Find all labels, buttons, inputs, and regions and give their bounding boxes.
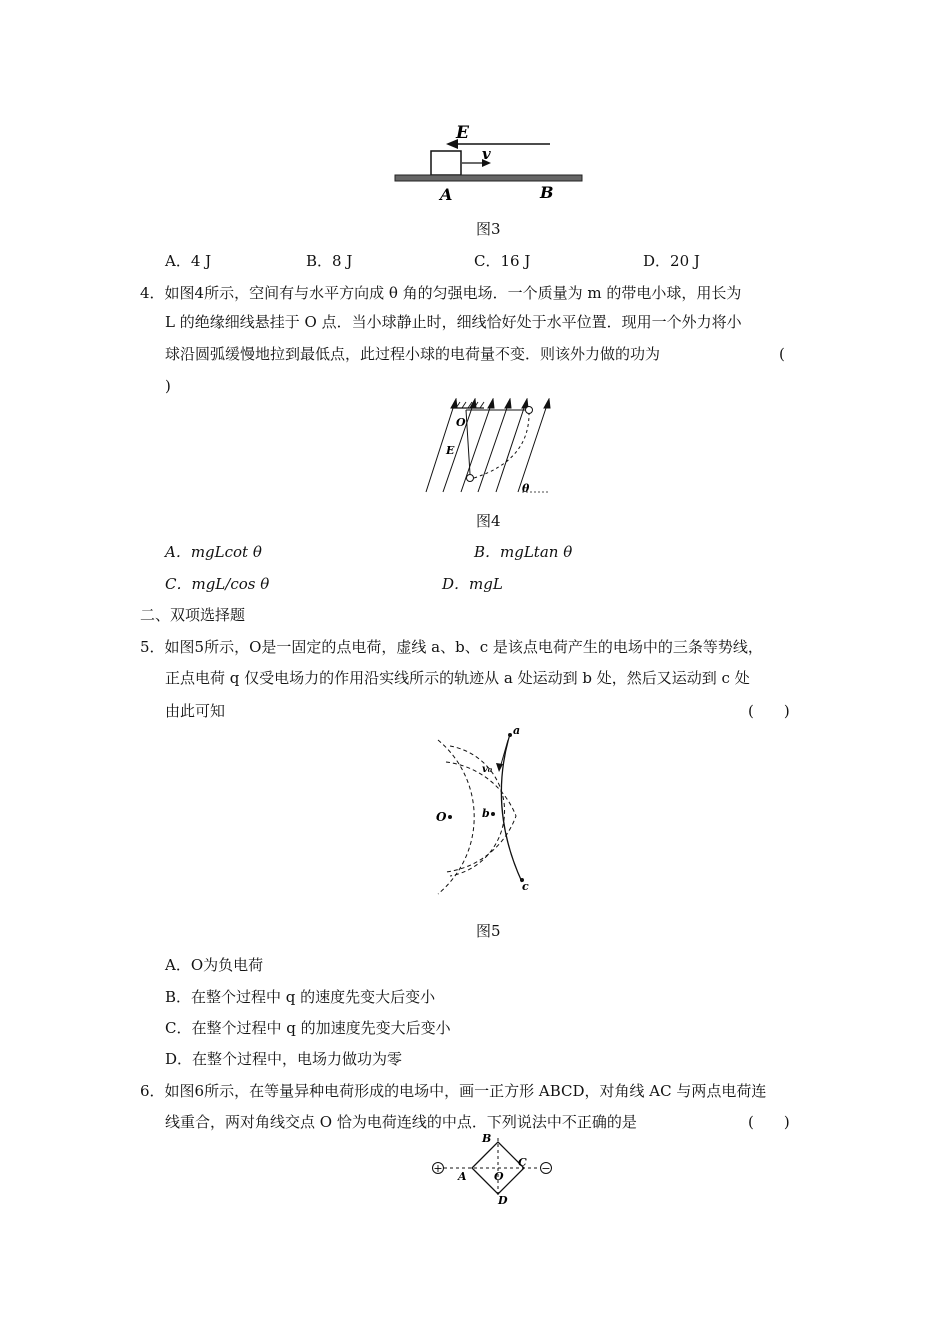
q3-option-d: D．20 J (643, 252, 700, 270)
dashed-arc (474, 412, 529, 478)
label-C: C (518, 1156, 527, 1169)
label-a: a (513, 724, 521, 737)
figure-6-diagram (428, 1130, 558, 1210)
q3-option-a: A．4 J (165, 252, 212, 270)
point-a (508, 733, 512, 737)
q4-option-b: B．mgLtan θ (474, 543, 573, 561)
block (431, 151, 461, 175)
q4-paren-open: ( (779, 345, 785, 363)
label-E: E (446, 444, 455, 457)
q4-option-c: C．mgL/cos θ (165, 575, 270, 593)
positive-sign: + (433, 1162, 443, 1175)
point-b (491, 812, 495, 816)
q6-line-1: 6．如图6所示，在等量异种电荷形成的电场中，画一正方形 ABCD，对角线 AC 与两点电荷连 (140, 1082, 767, 1100)
label-D: D (498, 1194, 508, 1207)
label-theta: θ (522, 482, 530, 495)
q5-answer-paren: ( ) (748, 702, 790, 720)
figure-5-caption: 图5 (476, 922, 501, 940)
q5-line-1: 5．如图5所示，O是一固定的点电荷，虚线 a、b、c 是该点电荷产生的电场中的三条等势线， (140, 638, 763, 656)
label-O: O (456, 416, 466, 429)
figure-3-caption: 图3 (476, 220, 501, 238)
q5-option-a: A．O为负电荷 (165, 956, 264, 974)
label-c: c (522, 880, 529, 893)
label-A: A (440, 185, 453, 204)
q4-paren-close: ) (165, 377, 171, 395)
label-A: A (458, 1170, 467, 1183)
q4-option-a: A．mgLcot θ (165, 543, 262, 561)
q6-answer-paren: ( ) (748, 1113, 790, 1131)
figure-4-caption: 图4 (476, 512, 501, 530)
label-O: O (494, 1170, 504, 1183)
ground-surface (395, 175, 582, 181)
label-b: b (482, 807, 490, 820)
q6-line-2: 线重合，两对角线交点 O 恰为电荷连线的中点．下列说法中不正确的是 (165, 1113, 637, 1131)
label-B: B (540, 183, 554, 202)
q4-line-2: L 的绝缘细线悬挂于 O 点．当小球静止时，细线恰好处于水平位置．现用一个外力将小 (165, 313, 742, 331)
label-v0: v₀ (482, 764, 493, 775)
trajectory (501, 734, 522, 882)
ball-bottom (467, 475, 474, 482)
q5-option-b: B．在整个过程中 q 的速度先变大后变小 (165, 988, 436, 1006)
q5-option-d: D．在整个过程中，电场力做功为零 (165, 1050, 403, 1068)
figure-3-diagram (390, 118, 590, 210)
q5-line-2: 正点电荷 q 仅受电场力的作用沿实线所示的轨迹从 a 处运动到 b 处，然后又运动到 c 处 (165, 669, 750, 687)
ball-horizontal (526, 407, 533, 414)
q5-option-c: C．在整个过程中 q 的加速度先变大后变小 (165, 1019, 451, 1037)
equipotential-b (446, 762, 516, 872)
label-B: B (482, 1132, 492, 1145)
equipotential-c-inner (450, 746, 505, 876)
label-O: O (436, 810, 447, 824)
q5-line-3: 由此可知 (165, 702, 226, 720)
label-v: v (482, 145, 491, 163)
q4-line-3: 球沿圆弧缓慢地拉到最低点，此过程小球的电荷量不变．则该外力做的功为 (165, 345, 661, 363)
q3-option-b: B．8 J (306, 252, 353, 270)
figure-4-diagram (418, 398, 558, 498)
label-E: E (456, 123, 469, 143)
q4-option-d: D．mgL (442, 575, 503, 593)
section-2-title: 二、双项选择题 (140, 606, 246, 624)
q3-option-c: C．16 J (474, 252, 531, 270)
q4-line-1: 4．如图4所示，空间有与水平方向成 θ 角的匀强电场．一个质量为 m 的带电小球，用长为 (140, 284, 742, 302)
figure-5-diagram (430, 722, 560, 902)
point-O (448, 815, 452, 819)
negative-sign: − (541, 1162, 551, 1175)
